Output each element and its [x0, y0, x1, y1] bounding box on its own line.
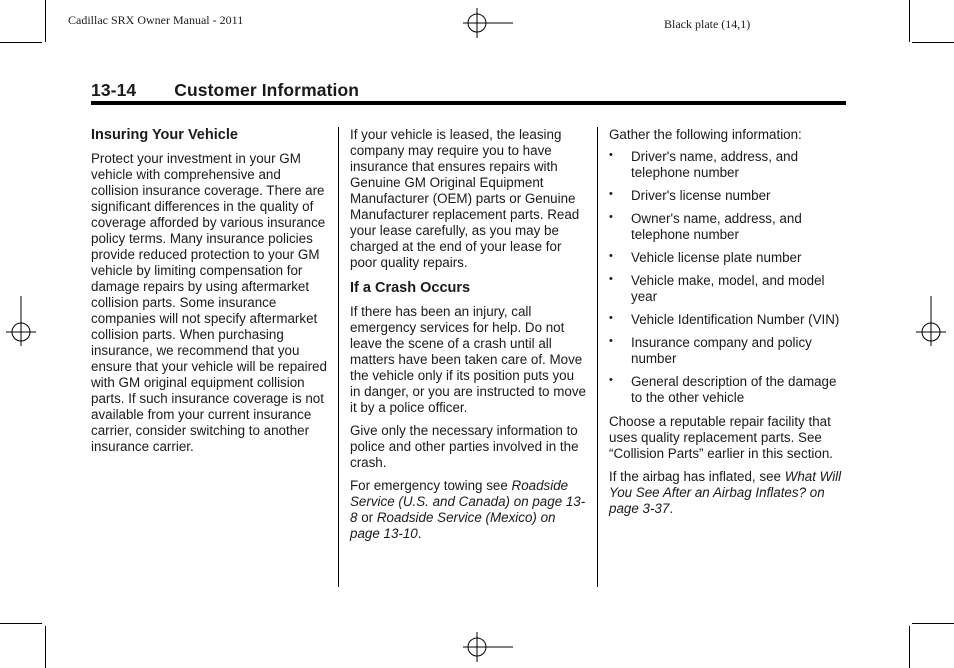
crop-mark-bottom-left-v	[45, 626, 46, 668]
crop-mark-top-right-h	[912, 42, 954, 43]
crop-mark-top-left-h	[0, 42, 42, 43]
heading-insuring: Insuring Your Vehicle	[91, 127, 238, 143]
registration-mark-bottom	[463, 632, 513, 662]
list-item: • Vehicle make, model, and model year	[609, 273, 825, 304]
bullet-icon: •	[609, 312, 613, 324]
crop-mark-bottom-left-h	[0, 623, 42, 624]
bullet-icon: •	[609, 374, 613, 386]
insuring-paragraph: Protect your investment in your GM vehicle with comprehensive and collision insurance coverage. There are significant differences in the quality of coverage afforded by various insurance policy terms. Many insurance policies provide reduced protection to your GM vehicle by limiting compensation for damage repairs by using aftermarket collision parts. Some insurance companies will not specify aftermarket collision parts. When purchasing insurance, we recommend that you ensure that your vehicle will be repaired with GM original equipment collision parts. If such insurance coverage is not available from your current insurance carrier, consider switching to another insurance carrier.	[91, 151, 327, 454]
information-list	[609, 149, 845, 406]
list-item: • Owner's name, address, and telephone number	[609, 211, 802, 242]
bullet-icon: •	[609, 211, 613, 223]
column-3	[609, 127, 845, 524]
towing-or: or	[361, 510, 374, 525]
registration-mark-top	[463, 8, 513, 38]
list-item: • General description of the damage to the other vehicle	[609, 374, 837, 405]
column-1	[91, 127, 331, 462]
lease-paragraph: If your vehicle is leased, the leasing company may require you to have insurance that ensures repairs with Genuine GM Original Equipment Manufacturer (OEM) parts or Genuine Manufacturer replacement parts. Read your lease carefully, as you may be charged at the end of your lease for poor quality repairs.	[350, 127, 580, 270]
section-title: Customer Information	[174, 80, 360, 100]
airbag-prefix: If the airbag has inflated, see	[609, 469, 781, 484]
bullet-icon: •	[609, 188, 613, 200]
crop-mark-bottom-right-h	[912, 623, 954, 624]
towing-end: .	[417, 526, 422, 541]
heading-crash: If a Crash Occurs	[350, 280, 471, 296]
crop-mark-top-left-v	[45, 0, 46, 42]
page-number: 13-14	[91, 80, 137, 100]
information-paragraph: Give only the necessary information to police and other parties involved in the crash.	[350, 423, 579, 470]
bullet-icon: •	[609, 250, 613, 262]
header-rule	[91, 101, 846, 105]
column-divider-1	[338, 127, 339, 587]
repair-facility-paragraph: Choose a reputable repair facility that uses quality replacement parts. See “Collision Parts” earlier in this section.	[609, 414, 833, 461]
crop-mark-bottom-right-v	[909, 626, 910, 668]
gather-intro: Gather the following information:	[609, 127, 802, 142]
plate-label: Black plate (14,1)	[664, 17, 751, 31]
list-item: • Driver's license number	[609, 188, 771, 203]
registration-mark-right	[916, 296, 946, 346]
registration-mark-left	[6, 296, 36, 346]
bullet-icon: •	[609, 149, 613, 161]
manual-title: Cadillac SRX Owner Manual - 2011	[68, 13, 244, 27]
list-item: • Insurance company and policy number	[609, 335, 812, 366]
list-item: • Vehicle license plate number	[609, 250, 802, 265]
list-item: • Driver's name, address, and telephone number	[609, 149, 799, 180]
roadside-mexico-link[interactable]: Roadside Service (Mexico) on page 13-10	[350, 510, 556, 541]
page-header	[91, 80, 846, 101]
crash-paragraph: If there has been an injury, call emergency services for help. Do not leave the scene of a crash until all matters have been taken care of. Move the vehicle only if its position puts you in danger, or you are instructed to move it by a police officer.	[350, 304, 586, 415]
towing-paragraph	[350, 478, 588, 542]
airbag-paragraph	[609, 469, 845, 517]
towing-prefix: For emergency towing see	[350, 478, 508, 493]
bullet-icon: •	[609, 273, 613, 285]
roadside-us-link[interactable]: Roadside Service (U.S. and Canada) on page 13-8	[350, 478, 586, 525]
column-divider-2	[597, 127, 598, 587]
list-item: • Vehicle Identification Number (VIN)	[609, 312, 840, 327]
airbag-link[interactable]: What Will You See After an Airbag Inflates? on page 3-37	[609, 469, 842, 516]
crop-mark-top-right-v	[909, 0, 910, 42]
airbag-end: .	[669, 501, 674, 516]
bullet-icon: •	[609, 335, 613, 347]
column-2	[350, 127, 588, 549]
